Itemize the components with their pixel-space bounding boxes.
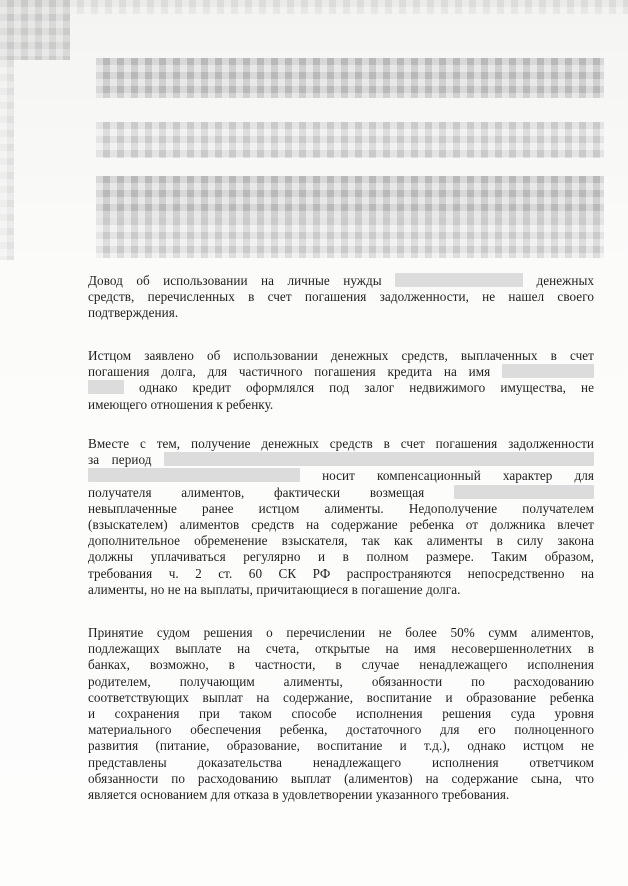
- text-line: [88, 380, 594, 396]
- text-line: обязанности по расходованию выплат (алиментов) на содержание сына, что: [88, 770, 594, 786]
- redacted-period: [164, 452, 594, 466]
- redacted-name: [88, 380, 124, 394]
- text-line: подтверждения.: [88, 305, 179, 321]
- text-span: Довод об использовании на личные нужды: [88, 273, 382, 288]
- text-span: носит компенсационный характер для: [322, 468, 594, 484]
- redacted-top-strip: [70, 0, 628, 14]
- text-line: дополнительное обременение взыскателя, так как алименты в силу закона: [88, 533, 594, 549]
- text-line: (взыскателем) алиментов средств на содержание ребенка от должника влечет: [88, 517, 594, 533]
- text-span: погашения долга, для частичного погашения кредита на имя: [88, 364, 491, 380]
- paragraph-3: [88, 436, 594, 598]
- text-line: родителем, получающим алименты, обязанности по расходованию: [88, 673, 594, 689]
- text-line: [88, 364, 594, 380]
- text-line: [88, 273, 594, 289]
- text-line: развития (питание, образование, воспитание и т.д.), однако истцом не: [88, 738, 594, 754]
- redacted-heading-line-1: [96, 58, 604, 98]
- text-line: материального обеспечения ребенка, достаточного для его полноценного: [88, 722, 594, 738]
- text-span: денежных: [536, 273, 594, 288]
- text-line: соответствующих выплат на содержание, воспитание и образование ребенка: [88, 689, 594, 705]
- text-line: требования ч. 2 ст. 60 СК РФ распространяются непосредственно на: [88, 565, 594, 581]
- text-line: и сохранения при таком способе исполнения решения суда уровня: [88, 706, 594, 722]
- text-line: [88, 468, 594, 484]
- text-line: Принятие судом решения о перечислении не более 50% сумм алиментов,: [88, 625, 594, 640]
- redacted-heading-line-3: [96, 176, 604, 218]
- text-line: подлежащих выплате на счета, открытые на имя несовершеннолетних в: [88, 641, 594, 657]
- redacted-corner-block: [0, 0, 70, 60]
- paragraph-2: [88, 348, 594, 413]
- text-line: представлены доказательства ненадлежащего исполнения ответчиком: [88, 754, 594, 770]
- paragraph-1: [88, 273, 594, 322]
- redacted-period: [88, 468, 300, 482]
- text-line: является основанием для отказа в удовлетворении указанного требования.: [88, 787, 510, 803]
- text-span: за период: [88, 452, 152, 468]
- redacted-name: [454, 485, 594, 499]
- text-line: невыплаченные ранее истцом алименты. Недополучение получателем: [88, 500, 594, 516]
- text-line: [88, 485, 594, 501]
- text-line: Вместе с тем, получение денежных средств в счет погашения задолженности: [88, 436, 594, 451]
- text-span: получателя алиментов, фактически возмещая: [88, 484, 425, 500]
- redacted-left-margin: [0, 60, 14, 260]
- text-line: [88, 452, 594, 468]
- redacted-name: [502, 364, 594, 378]
- paragraph-4: [88, 625, 594, 803]
- text-line: банках, возможно, в частности, в случае ненадлежащего исполнения: [88, 657, 594, 673]
- redacted-name: [395, 273, 523, 287]
- text-line: алименты, но не на выплаты, причитающиеся в погашение долга.: [88, 581, 461, 597]
- text-line: средств, перечисленных в счет погашения задолженности, не нашел своего: [88, 289, 594, 305]
- redacted-heading-line-4: [96, 218, 604, 258]
- text-line: должны уплачиваться регулярно и в полном размере. Таким образом,: [88, 549, 594, 565]
- text-span: однако кредит оформлялся под залог недвижимого имущества, не: [139, 380, 594, 396]
- text-line: Истцом заявлено об использовании денежных средств, выплаченных в счет: [88, 348, 594, 363]
- redacted-heading-line-2: [96, 122, 604, 158]
- text-line: имеющего отношения к ребенку.: [88, 396, 274, 412]
